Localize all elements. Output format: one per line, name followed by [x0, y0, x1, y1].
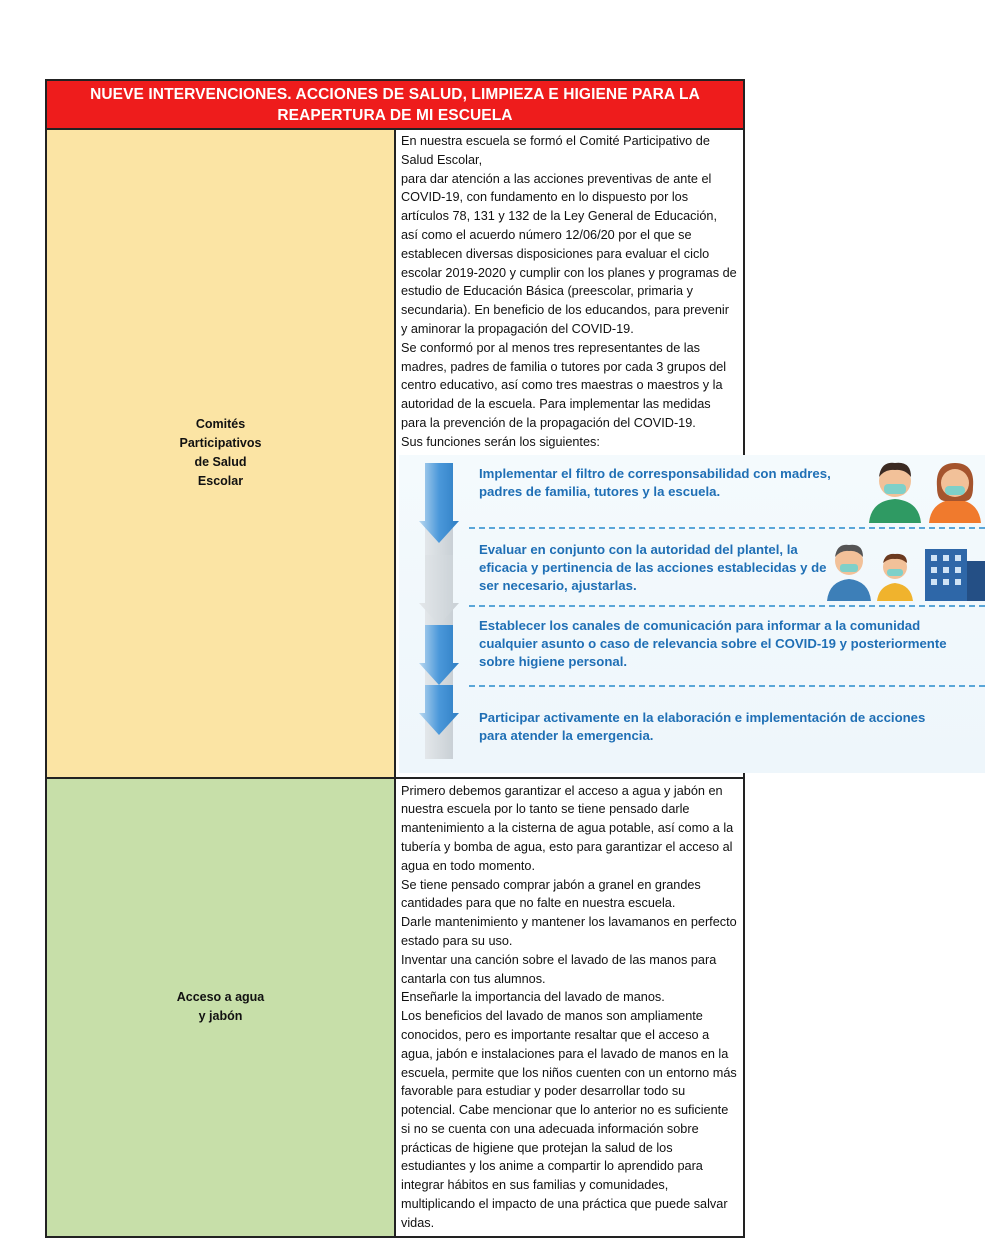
- paragraph: Darle mantenimiento y mantener los lavamanos en perfecto estado para su uso.: [401, 915, 737, 948]
- paragraph: Primero debemos garantizar el acceso a agua y jabón en nuestra escuela por lo tanto se tiene pensado darle mantenimiento a la cisterna de agua potable, así como a la tubería y bomba de agua, esto para garantizar el acceso al agua en todo momento.: [401, 783, 734, 873]
- function-item-1: Implementar el filtro de corresponsabilidad con madres, padres de familia, tutores y la escuela.: [479, 465, 831, 499]
- parents-illustration: [859, 457, 985, 523]
- paragraph: Sus funciones serán los siguientes:: [401, 434, 600, 449]
- table-title: [46, 80, 744, 129]
- section-label-agua-jabon: [46, 778, 395, 1237]
- paragraph: Inventar una canción sobre el lavado de las manos para cantarla con tus alumnos.: [401, 952, 717, 986]
- paragraph: Enseñarle la importancia del lavado de manos.: [401, 990, 665, 1005]
- label-line: Participativos: [179, 436, 262, 451]
- functions-infographic: [399, 455, 985, 773]
- label-line: Acceso a agua: [176, 990, 265, 1005]
- label-line: Comités: [195, 417, 246, 432]
- interventions-table: [45, 79, 947, 1238]
- divider-line: [469, 685, 985, 687]
- downward-arrows-graphic: [419, 463, 459, 759]
- section-body-agua-jabon: [395, 778, 744, 1237]
- document-page: [45, 79, 947, 1238]
- function-item-4: Participar activamente en la elaboración e implementación de acciones para atender la emergencia.: [479, 709, 926, 743]
- section-label-comites: [46, 129, 395, 778]
- paragraph: Se conformó por al menos tres representantes de las madres, padres de familia o tutores por cada 3 grupos del centro educativo, así como tres maestras o maestros y la autoridad de la escuela. Para implementar las medidas para la prevención de la propagación del COVID-19.: [401, 340, 727, 430]
- title-line-1: NUEVE INTERVENCIONES. ACCIONES DE SALUD, LIMPIEZA E HIGIENE PARA LA: [90, 86, 700, 103]
- paragraph: En nuestra escuela se formó el Comité Participativo de Salud Escolar,: [401, 134, 710, 167]
- title-line-2: REAPERTURA DE MI ESCUELA: [277, 107, 513, 124]
- school-community-illustration: [821, 535, 985, 601]
- function-item-2: Evaluar en conjunto con la autoridad del plantel, la eficacia y pertinencia de las acciones establecidas y de ser necesario, ajustarlas.: [479, 541, 827, 593]
- paragraph: Se tiene pensado comprar jabón a granel en grandes cantidades para que no falte en nuestra escuela.: [401, 877, 701, 911]
- divider-line: [469, 605, 985, 607]
- label-line: de Salud: [194, 455, 247, 470]
- paragraph: Los beneficios del lavado de manos son ampliamente conocidos, pero es importante resaltar que el acceso a agua, jabón e instalaciones para el lavado de manos en la escuela, permite que los niños cuenten con un entorno más favorable para estudiar y poder desarrollar todo su potencial. Cabe mencionar que lo anterior no es suficiente si no se cuenta con una adecuada información sobre prácticas de higiene que protejan la salud de los estudiantes y los anime a compartir lo aprendido para integrar hábitos en sus familias y comunidades, multiplicando el impacto de una práctica que puede salvar vidas.: [401, 1009, 737, 1230]
- divider-line: [469, 527, 985, 529]
- section-body-comites: [395, 129, 947, 778]
- function-item-3: Establecer los canales de comunicación para informar a la comunidad cualquier asunto o caso de relevancia sobre el COVID-19 y posteriormente sobre higiene personal.: [479, 617, 947, 669]
- label-line: Escolar: [197, 474, 244, 489]
- paragraph: para dar atención a las acciones preventivas de ante el COVID-19, con fundamento en lo dispuesto por los artículos 78, 131 y 132 de la Ley General de Educación, así como el acuerdo número 12/06/20 por el que se establecen diversas disposiciones para evaluar el ciclo escolar 2019-2020 y cumplir con los planes y programas de estudio de Educación Básica (preescolar, primaria y secundaria). En beneficio de los educandos, para prevenir y aminorar la propagación del COVID-19.: [401, 171, 737, 336]
- label-line: y jabón: [198, 1009, 243, 1024]
